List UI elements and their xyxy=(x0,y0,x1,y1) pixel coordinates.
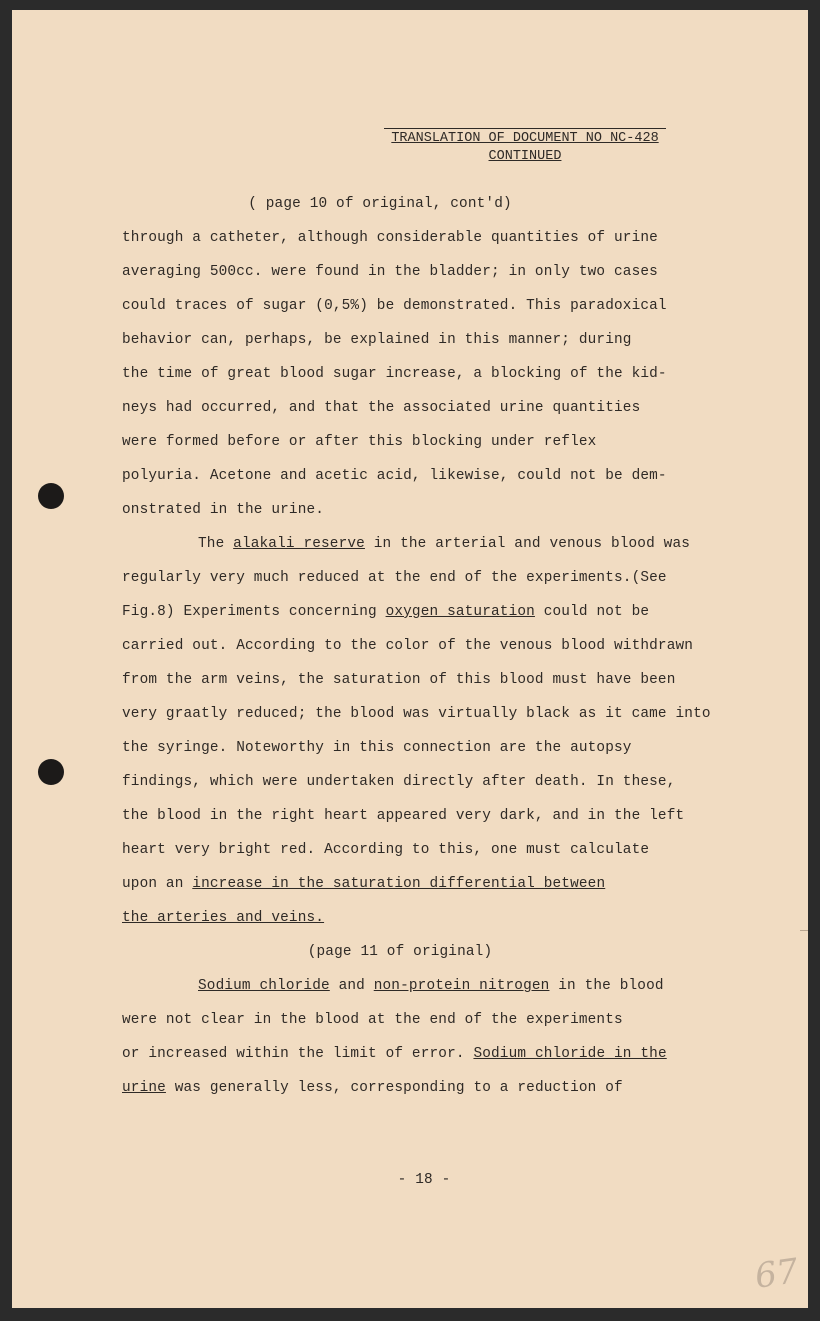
para3-line-3 xyxy=(122,1046,667,1062)
para3-line-1 xyxy=(198,978,664,994)
text-span: was generally less, corresponding to a reduction of xyxy=(165,1080,623,1096)
text-span: upon an xyxy=(122,876,193,892)
underlined-term: Sodium chloride in the xyxy=(473,1046,667,1062)
body-line: regularly very much reduced at the end of the experiments.(See xyxy=(122,570,667,586)
underlined-term: alakali reserve xyxy=(233,536,365,552)
para2-line-12 xyxy=(122,910,324,926)
document-page xyxy=(12,10,808,1308)
para2-line-11 xyxy=(122,876,605,892)
body-line: findings, which were undertaken directly after death. In these, xyxy=(122,774,676,790)
body-line: heart very bright red. According to this, one must calculate xyxy=(122,842,650,858)
body-line: from the arm veins, the saturation of this blood must have been xyxy=(122,672,676,688)
punch-hole xyxy=(38,483,64,509)
text-span: in the arterial and venous blood was xyxy=(364,536,691,552)
page-number: - 18 - xyxy=(397,1172,451,1188)
underlined-term: Sodium chloride xyxy=(198,978,330,994)
underlined-term: non-protein nitrogen xyxy=(373,978,550,994)
underlined-term: increase in the saturation differential between xyxy=(192,876,606,892)
punch-hole xyxy=(38,759,64,785)
body-line: very graatly reduced; the blood was virtually black as it came into xyxy=(122,706,711,722)
body-line: the syringe. Noteworthy in this connection are the autopsy xyxy=(122,740,632,756)
body-line: onstrated in the urine. xyxy=(122,502,325,518)
body-line: behavior can, perhaps, be explained in this manner; during xyxy=(122,332,632,348)
text-span: in the blood xyxy=(549,978,664,994)
para3-line-4 xyxy=(122,1080,623,1096)
body-line: neys had occurred, and that the associated urine quantities xyxy=(122,400,641,416)
body-line: were formed before or after this blocking under reflex xyxy=(122,434,597,450)
underlined-term: the arteries and veins. xyxy=(122,910,325,926)
underlined-term: urine xyxy=(122,1080,166,1096)
underlined-term: oxygen saturation xyxy=(385,604,535,620)
margin-mark xyxy=(800,930,808,931)
para2-line-3 xyxy=(122,604,649,620)
body-line: averaging 500cc. were found in the bladder; in only two cases xyxy=(122,264,658,280)
text-span: or increased within the limit of error. xyxy=(122,1046,474,1062)
body-line: through a catheter, although considerable quantities of urine xyxy=(122,230,658,246)
text-span: could not be xyxy=(534,604,650,620)
page-note-top: ( page 10 of original, cont'd) xyxy=(248,196,512,212)
para2-line-1 xyxy=(198,536,690,552)
text-span: Fig.8) Experiments concerning xyxy=(122,604,386,620)
handwritten-page-number: 67 xyxy=(752,1251,801,1297)
text-span: and xyxy=(329,978,374,994)
body-line: were not clear in the blood at the end of the experiments xyxy=(122,1012,623,1028)
header-continued: CONTINUED xyxy=(488,149,562,164)
header-title: TRANSLATION OF DOCUMENT NO NC-428 xyxy=(384,128,666,148)
text-span: The xyxy=(198,536,234,552)
body-line: polyuria. Acetone and acetic acid, likewise, could not be dem- xyxy=(122,468,667,484)
body-line: the time of great blood sugar increase, a blocking of the kid- xyxy=(122,366,667,382)
document-header xyxy=(384,128,666,166)
body-line: could traces of sugar (0,5%) be demonstrated. This paradoxical xyxy=(122,298,667,314)
body-line: carried out. According to the color of the venous blood withdrawn xyxy=(122,638,694,654)
body-line: the blood in the right heart appeared very dark, and in the left xyxy=(122,808,685,824)
page-note-mid: (page 11 of original) xyxy=(307,944,493,960)
